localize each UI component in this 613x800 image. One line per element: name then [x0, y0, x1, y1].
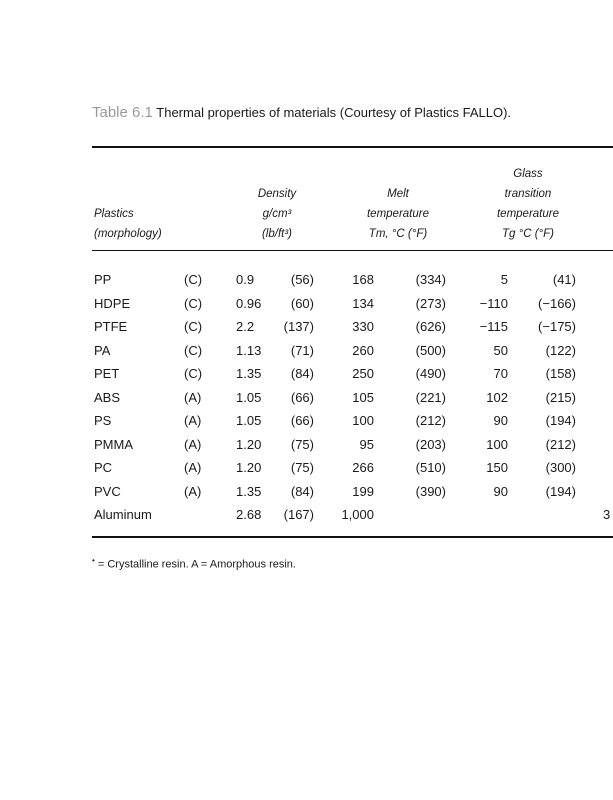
cell-density: 1.05	[236, 389, 262, 405]
cell-tg: −110	[479, 295, 508, 311]
cell-tg: 50	[493, 342, 508, 358]
cell-tg-f: (−166)	[538, 295, 576, 311]
cell-name: PMMA	[94, 436, 133, 452]
cell-melt-f: (626)	[415, 319, 446, 334]
header-glass-line4: Tg °C (°F)	[501, 228, 554, 240]
cell-density: 0.96	[236, 295, 262, 311]
header-melt-line1: Melt	[387, 188, 409, 200]
cell-melt: 134	[352, 295, 374, 311]
cell-melt-f: (212)	[415, 413, 446, 428]
cell-density: 1.20	[236, 436, 262, 452]
cell-melt: 95	[359, 436, 374, 452]
cell-name: PP	[94, 272, 112, 287]
cell-density-imp: (75)	[290, 436, 314, 452]
cell-density: 1.35	[236, 483, 262, 499]
cell-morph: (A)	[184, 413, 202, 428]
cell-density-imp: (75)	[290, 460, 314, 475]
cell-melt-f: (500)	[415, 342, 446, 358]
cell-morph: (A)	[184, 436, 202, 452]
cell-melt: 330	[352, 319, 374, 334]
header-melt-line2: temperature	[366, 208, 430, 220]
table-title: Thermal properties of materials (Courtesy of Plastics FALLO).	[156, 105, 512, 120]
cell-melt: 266	[352, 460, 374, 475]
cell-density: 1.35	[236, 366, 262, 381]
cell-name: ABS	[94, 389, 121, 405]
cell-tg-f: (194)	[545, 483, 576, 499]
header-plastics	[94, 204, 162, 244]
cell-tg: 5	[500, 272, 508, 287]
table-caption	[92, 104, 511, 121]
table-bottom-rule	[92, 536, 613, 538]
cell-density: 1.13	[236, 342, 262, 358]
cell-morph: (A)	[184, 483, 202, 499]
header-glass-transition	[497, 164, 559, 244]
cell-melt-f: (203)	[415, 436, 446, 452]
cell-density: 1.20	[236, 460, 262, 475]
cell-density: 2.68	[236, 507, 262, 522]
cell-tg: 102	[486, 389, 508, 405]
cell-density-imp: (56)	[290, 272, 314, 287]
cell-density-imp: (137)	[283, 319, 314, 334]
cell-extra: 3	[603, 507, 611, 522]
cell-tg: 100	[486, 436, 508, 452]
header-density-line3: (lb/ft³)	[261, 228, 293, 240]
header-density-line2: g/cm³	[262, 208, 292, 220]
cell-morph: (C)	[184, 342, 203, 358]
cell-melt: 1,000	[341, 507, 374, 522]
header-glass-line2: transition	[504, 188, 552, 200]
cell-melt: 105	[352, 389, 374, 405]
cell-melt-f: (390)	[415, 483, 446, 499]
cell-name: PC	[94, 460, 113, 475]
cell-morph: (C)	[184, 272, 203, 287]
cell-tg-f: (122)	[545, 342, 576, 358]
cell-tg-f: (158)	[545, 366, 576, 381]
cell-melt: 168	[352, 272, 374, 287]
cell-tg-f: (194)	[545, 413, 576, 428]
header-density	[258, 184, 296, 244]
cell-melt-f: (510)	[415, 460, 446, 475]
header-density-line1: Density	[257, 188, 297, 200]
footnote	[92, 556, 296, 571]
cell-density-imp: (167)	[283, 507, 314, 522]
cell-density: 1.05	[236, 413, 262, 428]
header-glass-line1: Glass	[513, 168, 543, 180]
cell-name: PTFE	[94, 319, 128, 334]
footnote-text: = Crystalline resin. A = Amorphous resin.	[94, 558, 296, 571]
header-plastics-line2: (morphology)	[94, 228, 162, 240]
cell-melt: 100	[352, 413, 374, 428]
cell-density-imp: (84)	[290, 366, 314, 381]
cell-tg: 70	[493, 366, 508, 381]
footnote-mark: •	[92, 556, 95, 565]
header-rule	[92, 250, 613, 251]
cell-melt: 260	[352, 342, 374, 358]
cell-tg-f: (−175)	[538, 319, 576, 334]
cell-density-imp: (66)	[290, 413, 314, 428]
cell-name: PS	[94, 413, 112, 428]
cell-tg-f: (215)	[545, 389, 576, 405]
cell-morph: (A)	[184, 389, 202, 405]
cell-name: PA	[94, 342, 111, 358]
cell-name: HDPE	[94, 295, 131, 311]
cell-morph: (C)	[184, 366, 203, 381]
cell-density-imp: (66)	[290, 389, 314, 405]
cell-morph: (C)	[184, 319, 203, 334]
cell-tg-f: (300)	[545, 460, 576, 475]
cell-name: PVC	[94, 483, 121, 499]
cell-tg: 90	[493, 413, 508, 428]
cell-density-imp: (71)	[290, 342, 314, 358]
cell-melt-f: (490)	[415, 366, 446, 381]
cell-melt-f: (221)	[415, 389, 446, 405]
cell-name: PET	[94, 366, 120, 381]
cell-tg: 90	[493, 483, 508, 499]
header-plastics-line1: Plastics	[94, 208, 134, 220]
cell-name: Aluminum	[94, 507, 152, 522]
cell-morph: (A)	[184, 460, 202, 475]
table-label: Table 6.1	[92, 104, 153, 121]
cell-density: 2.2	[236, 319, 255, 334]
cell-density-imp: (60)	[290, 295, 314, 311]
cell-tg-f: (212)	[545, 436, 576, 452]
cell-tg: 150	[486, 460, 508, 475]
table-top-rule	[92, 146, 613, 148]
header-melt	[367, 184, 429, 244]
header-glass-line3: temperature	[496, 208, 560, 220]
cell-melt-f: (273)	[415, 295, 446, 311]
cell-density-imp: (84)	[290, 483, 314, 499]
cell-melt: 199	[352, 483, 374, 499]
cell-melt-f: (334)	[415, 272, 446, 287]
header-melt-line3: Tm, °C (°F)	[368, 228, 428, 240]
cell-tg: −115	[479, 319, 508, 334]
cell-tg-f: (41)	[552, 272, 576, 287]
cell-density: 0.9	[236, 272, 255, 287]
cell-morph: (C)	[184, 295, 203, 311]
cell-melt: 250	[352, 366, 374, 381]
